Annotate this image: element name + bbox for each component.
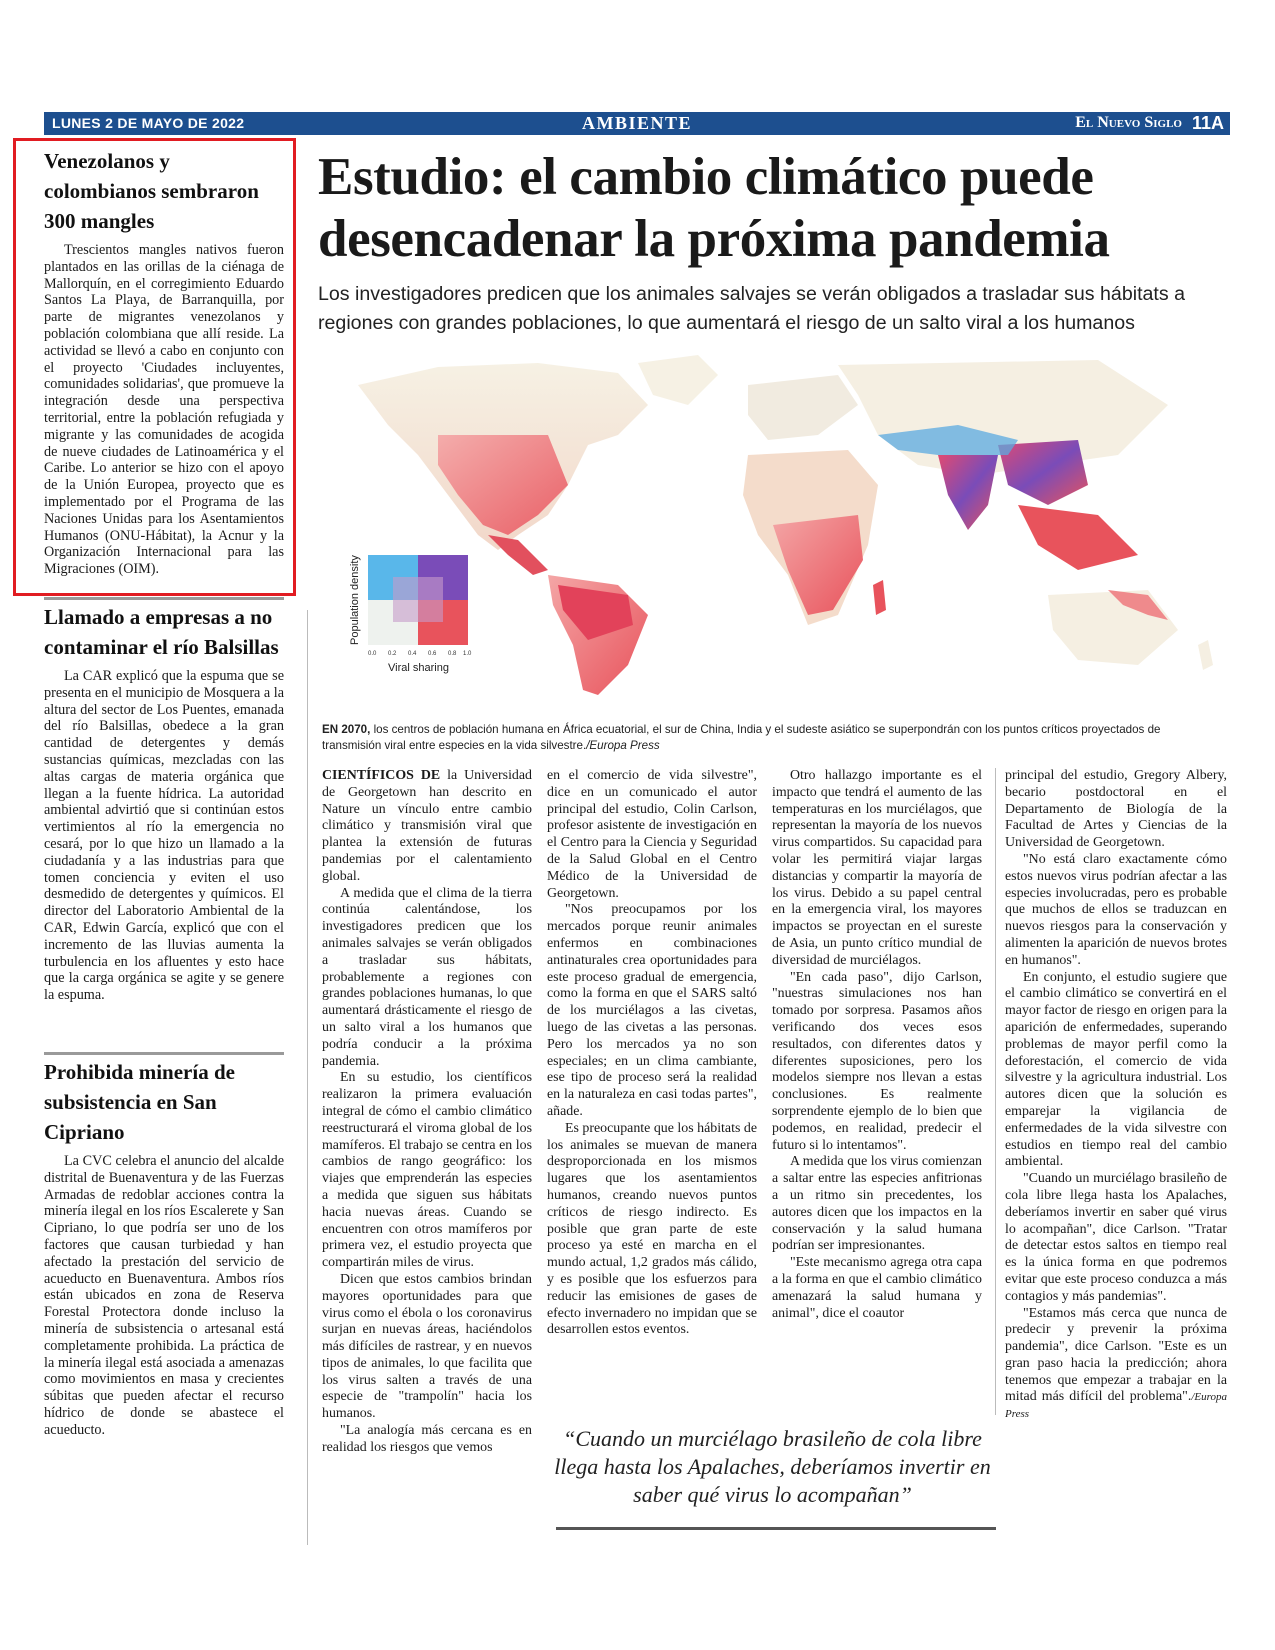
legend-tick: 0.0 <box>368 651 377 657</box>
newspaper-brand: El Nuevo Siglo <box>1075 114 1182 131</box>
paragraph: en el comercio de vida silvestre", dice en un comunicado el autor principal del estudio, Colin Carlson, profesor asistente de investigación en el Centro para la Ciencia y Seguridad de la Salud Global en el Centro Médico de la Universidad de Georgetown. <box>547 768 757 901</box>
pull-quote-rule <box>556 1527 996 1530</box>
caption-credit: /Europa Press <box>586 739 660 752</box>
new-zealand <box>1198 640 1213 670</box>
paragraph: "Estamos más cerca que nunca de predecir y prevenir la próxima pandemia", dice Carlson. "Este es un gran paso hacia la predicción; ahora tenemos que empezar a trabajar en la mitad más difícil del problema". <box>1005 1305 1227 1405</box>
brief-body: La CAR explicó que la espuma que se presenta en el municipio de Mosquera a la altura del sector de Los Puentes, emanada del río Balsillas, obedece a la gran cantidad de detergentes y demás sustancias químicas, mezcladas con las altas cargas de materia orgánica que llegan a la fuente hídrica. La autoridad ambiental advirtió que si continúan estos vertimientos al río la emergencia no cesará, por lo que hizo un llamado a la ciudadanía y a las industrias para que tomen conciencia y eviten el uso desmedido de detergentes y químicos. El director del Laboratorio Ambiental de la CAR, Edwin García, explicó que con el incremento de las lluvias aumenta la turbulencia en los afluentes y esto hace que la carga orgánica se agite y se genere la espuma. <box>44 668 284 1004</box>
article-credit: /Europa Press <box>1005 1391 1227 1421</box>
brief-title: Llamado a empresas a no contaminar el río Balsillas <box>44 605 279 659</box>
column-divider <box>307 610 308 1545</box>
paragraph: En conjunto, el estudio sugiere que el cambio climático se convertirá en el mayor factor de riesgo en origen para la aparición de enfermedades, superando problemas de mayor perfil como la deforestación, el comercio de vida silvestre y la agricultura industrial. Los autores dicen que la solución es emparejar la vigilancia de enfermedades de la vida silvestre con estudios en tiempo real del cambio ambiental. <box>1005 969 1227 1170</box>
world-map-figure <box>318 345 1228 705</box>
north-america-hotspot <box>438 435 568 535</box>
map-legend <box>349 555 472 674</box>
africa-hotspot <box>773 515 863 615</box>
paragraph: "Este mecanismo agrega otra capa a la forma en que el cambio climático amenazará la salud humana y animal", dice el coautor <box>772 1255 982 1321</box>
main-headline: Estudio: el cambio climático puede desencadenar la próxima pandemia <box>318 148 1110 268</box>
paragraph: A medida que el clima de la tierra continúa calentándose, los investigadores predicen que los animales salvajes se verán obligados a trasladar sus hábitats, probablemente a regiones con grandes poblaciones humanas, lo que aumentará drásticamente el riesgo de un salto viral a los humanos que podría conducir a la próxima pandemia. <box>322 885 532 1069</box>
brief-balsillas <box>44 602 284 1004</box>
madagascar <box>873 580 886 615</box>
legend-tick: 0.4 <box>408 651 417 657</box>
body-column-3 <box>772 768 982 1322</box>
legend-tick: 0.6 <box>428 651 437 657</box>
body-column-1 <box>322 768 532 1455</box>
body-column-2 <box>547 768 757 1339</box>
paragraph: En su estudio, los científicos realizaron la primera evaluación integral de cómo el cambio climático reestructurará el viroma global de los mamíferos. El trabajo se centra en los cambios de rango geográfico: los viajes que emprenderán las especies a medida que siguen sus hábitats hacia nuevas áreas. Cuando se encuentren con otros mamíferos por primera vez, el estudio proyecta que compartirán miles de virus. <box>322 1070 532 1271</box>
brief-san-cipriano <box>44 1057 284 1439</box>
paragraph: "Cuando un murciélago brasileño de cola libre llega hasta los Apalaches, deberíamos invertir en saber qué virus lo acompañan", dice Carlson. "Tratar de detectar estos saltos en tiempo real es la única forma en que podremos evitar que este proceso conduzca a más contagios y más pandemias". <box>1005 1171 1227 1304</box>
paragraph: A medida que los virus comienzan a saltar entre las especies anfitrionas a un ritmo sin precedentes, los autores dicen que los impactos en la conservación y la salud humana podrían ser impresionantes. <box>772 1154 982 1254</box>
southeast-asia-hotspot <box>1018 505 1138 570</box>
caption-lead: EN 2070, <box>322 723 371 736</box>
section-header-bar <box>44 112 1230 135</box>
paragraph: "Nos preocupamos por los mercados porque reunir animales enfermos en combinaciones antinaturales crea oportunidades para este proceso gradual de emergencia, como la forma en que el SARS saltó de los murciélagos a las civetas, luego de las civetas a las personas. Pero los mercados ya no son especiales; en un clima cambiante, ese tipo de proceso será la realidad en la naturaleza en casi todas partes", añade. <box>547 902 757 1119</box>
legend-y-label: Population density <box>349 555 361 645</box>
section-name: AMBIENTE <box>581 113 692 133</box>
pull-quote: “Cuando un murciélago brasileño de cola libre llega hasta los Apalaches, deberíamos invertir en saber qué virus lo acompañan” <box>554 1426 991 1507</box>
body-column-4 <box>1005 768 1227 1423</box>
paragraph: Es preocupante que los hábitats de los animales se muevan de manera desproporcionada en los mismos lugares que los asentamientos humanos, creando nuevos puntos críticos de riesgo indirecto. Es posible que gran parte de este proceso ya esté en marcha en el mundo actual, 1,2 grados más cálido, y es posible que los esfuerzos para reducir las emisiones de gases de efecto invernadero no impidan que se desarrollen estos eventos. <box>547 1120 757 1338</box>
brief-divider <box>44 1052 284 1055</box>
legend-grid <box>368 555 468 645</box>
brief-title: Venezolanos y colombianos sembraron 300 mangles <box>44 149 259 233</box>
brief-divider <box>44 597 284 600</box>
brief-body: La CVC celebra el anuncio del alcalde distrital de Buenaventura y de las Fuerzas Armadas de redoblar acciones contra la minería ilegal en los ríos Escalerete y San Cipriano, lo que podría ser uno de los factores que causan turbiedad y han afectado la prestación del servicio de acueducto en Buenaventura. Ambos ríos están ubicados en zona de Reserva Forestal Protectora donde incluso la minería de subsistencia o artesanal está completamente prohibida. La práctica de la minería ilegal está asociada a amenazas como movimientos en masa y crecientes súbitas que pueden afectar el recurso hídrico de donde se abastece el acueducto. <box>44 1153 284 1438</box>
column-divider <box>995 768 996 1528</box>
australia <box>1048 590 1178 665</box>
caption-text: los centros de población humana en África ecuatorial, el sur de China, India y el sudeste asiático se superpondrán con los puntos críticos proyectados de transmisión viral entre especies en la vida silvestre. <box>322 723 1161 752</box>
paragraph: principal del estudio, Gregory Albery, becario postdoctoral en el Departamento de Biología de la Facultad de Artes y Ciencias de la Universidad de Georgetown. <box>1005 768 1227 851</box>
main-deck: Los investigadores predicen que los animales salvajes se verán obligados a trasladar sus hábitats a regiones con grandes poblaciones, lo que aumentará el riesgo de un salto viral a los humanos <box>318 283 1185 334</box>
legend-tick: 0.2 <box>388 651 397 657</box>
legend-tick: 0.8 <box>448 651 457 657</box>
greenland <box>638 355 718 405</box>
legend-tick: 1.0 <box>463 651 472 657</box>
paragraph: "La analogía más cercana es en realidad los riesgos que vemos <box>322 1423 532 1455</box>
paragraph: la Universidad de Georgetown han descrito en Nature un vínculo entre cambio climático y transmisión viral que plantea la extensión de futuras pandemias por el calentamiento global. <box>322 768 532 884</box>
legend-ticks <box>368 651 472 657</box>
paragraph: "En cada paso", dijo Carlson, "nuestras simulaciones nos han tomado por sorpresa. Pasamos años verificando dos veces esos resultados, con diferentes datos y diferentes suposiciones, pero los modelos siempre nos llevan a estas conclusiones. Es realmente sorprendente ejemplo de lo bien que podemos, en realidad, predecir el futuro si lo intentamos". <box>772 969 982 1153</box>
map-caption <box>322 722 1222 754</box>
page-number: 11A <box>1191 113 1224 133</box>
india-hotspot <box>938 455 998 530</box>
paragraph: Dicen que estos cambios brindan mayores oportunidades para que virus como el ébola o los coronavirus surjan en nuevas áreas, haciéndolos más difíciles de rastrear, y en nuevos tipos de animales, lo que facilita que los virus salten a través de una especie de "trampolín" hacia los humanos. <box>322 1271 532 1422</box>
issue-date: LUNES 2 DE MAYO DE 2022 <box>52 115 245 131</box>
paragraph: Otro hallazgo importante es el impacto que tendrá el aumento de las temperaturas en los murciélagos, que representan la mayoría de los nuevos virus compartidos. Su capacidad para volar les permitirá viajar largas distancias y compartir la mayoría de los virus. Debido a su papel central en la emergencia viral, los mayores impactos se proyectan en el sureste de Asia, un punto crítico mundial de diversidad de murciélagos. <box>772 768 982 968</box>
brief-mangroves <box>44 146 284 578</box>
lead-in: CIENTÍFICOS DE <box>322 768 441 783</box>
central-america <box>488 535 548 575</box>
europe <box>748 375 858 440</box>
brief-title: Prohibida minería de subsistencia en San Cipriano <box>44 1060 235 1144</box>
paragraph: "No está claro exactamente cómo estos nuevos virus podrían afectar a las especies involucradas, pero es probable que muchos de ellos se traduzcan en nuevos riesgos para la conservación y alimenten la aparición de nuevos brotes en humanos". <box>1005 851 1227 968</box>
brief-body: Trescientos mangles nativos fueron plantados en las orillas de la ciénaga de Mallorquín, en el corregimiento Eduardo Santos La Playa, de Barranquilla, por parte de migrantes venezolanos y población colombiana que allí reside. La actividad se llevó a cabo en conjunto con el proyecto 'Ciudades incluyentes, comunidades solidarias', que promueve la integración desde una perspectiva territorial, entre la población refugiada y migrante y las comunidades de acogida de nueve ciudades de Latinoamérica y el Caribe. Lo anterior se hizo con el apoyo de la Unión Europea, proyecto que es implementado por el Programa de las Naciones Unidas para los Asentamientos Humanos (ONU-Hábitat), la Acnur y la Organización Internacional para las Migraciones (OIM). <box>44 242 284 578</box>
legend-x-label: Viral sharing <box>388 662 449 674</box>
